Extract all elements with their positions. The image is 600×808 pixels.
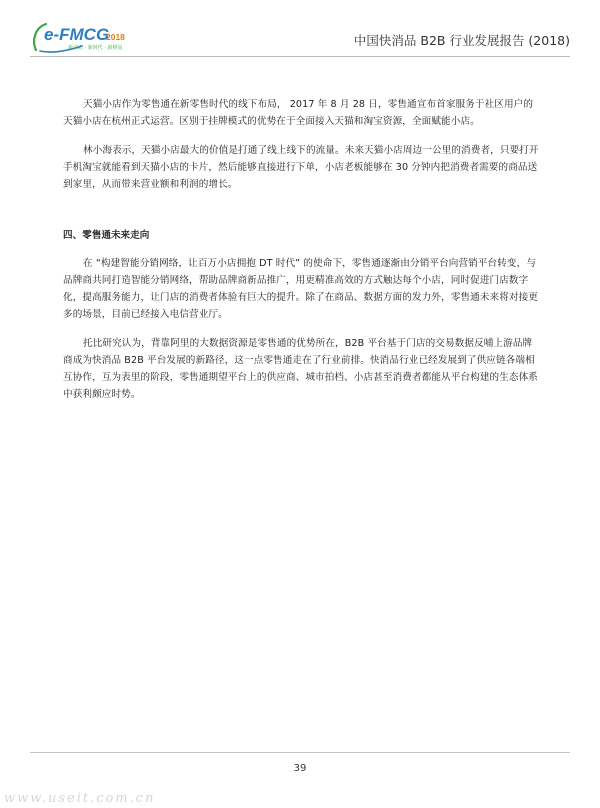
footer-divider: [30, 752, 570, 753]
body-paragraph: 在 “构建智能分销网络，让百万小店拥抱 DT 时代” 的使命下，零售通逐渐由分销平台向营销平台转变，与品牌商共同打造智能分销网络，帮助品牌商新品推广，用更精准高效的方式触达每个小店，同时促进门店数字化，提高服务能力，让门店的消费者体验有巨大的提升。除了在商品、数据方面的发力外，零售通未来将对接更多的场景，目前已经接入电信营业厅。: [63, 258, 538, 320]
page-number: 39: [293, 763, 307, 774]
svg-text:2018: 2018: [106, 32, 125, 42]
page-header: [30, 20, 570, 57]
section-heading: 四、零售通未来走向: [63, 230, 150, 241]
svg-text:e-FMCG: e-FMCG: [44, 25, 110, 44]
body-paragraph: 林小海表示，天猫小店最大的价值是打通了线上线下的流量。未来天猫小店周边一公里的消费者，只要打开手机淘宝就能看到天猫小店的卡片，然后能够直接进行下单，小店老板能够在 30 分钟内把消费者需要的商品送到家里，从而带来营业额和利润的增长。: [63, 145, 539, 190]
svg-text:新动态 · 新时代 · 新格局: 新动态 · 新时代 · 新格局: [68, 45, 123, 51]
page-body: [63, 96, 541, 415]
body-paragraph: 托比研究认为，背靠阿里的大数据资源是零售通的优势所在，B2B 平台基于门店的交易数据反哺上游品牌商成为快消品 B2B 平台发展的新路径，这一点零售通走在了行业前排。快消品行业已经发展到了供应链各端相互协作，互为表里的阶段，零售通期望平台上的供应商、城市拍档、小店甚至消费者都能从平台构建的生态体系中获利颇应时势。: [63, 338, 538, 400]
site-watermark: www.useit.com.cn: [4, 791, 156, 806]
efmcg-logo: [30, 20, 170, 54]
body-paragraph: 天猫小店作为零售通在新零售时代的线下布局， 2017 年 8 月 28 日，零售通宣布首家服务于社区用户的天猫小店在杭州正式运营。区别于挂牌模式的优势在于全面接入天猫和淘宝资源，全面赋能小店。: [63, 99, 534, 127]
report-title: 中国快消品 B2B 行业发展报告 (2018): [353, 33, 570, 48]
efmcg-logo-graphic: [30, 20, 170, 54]
